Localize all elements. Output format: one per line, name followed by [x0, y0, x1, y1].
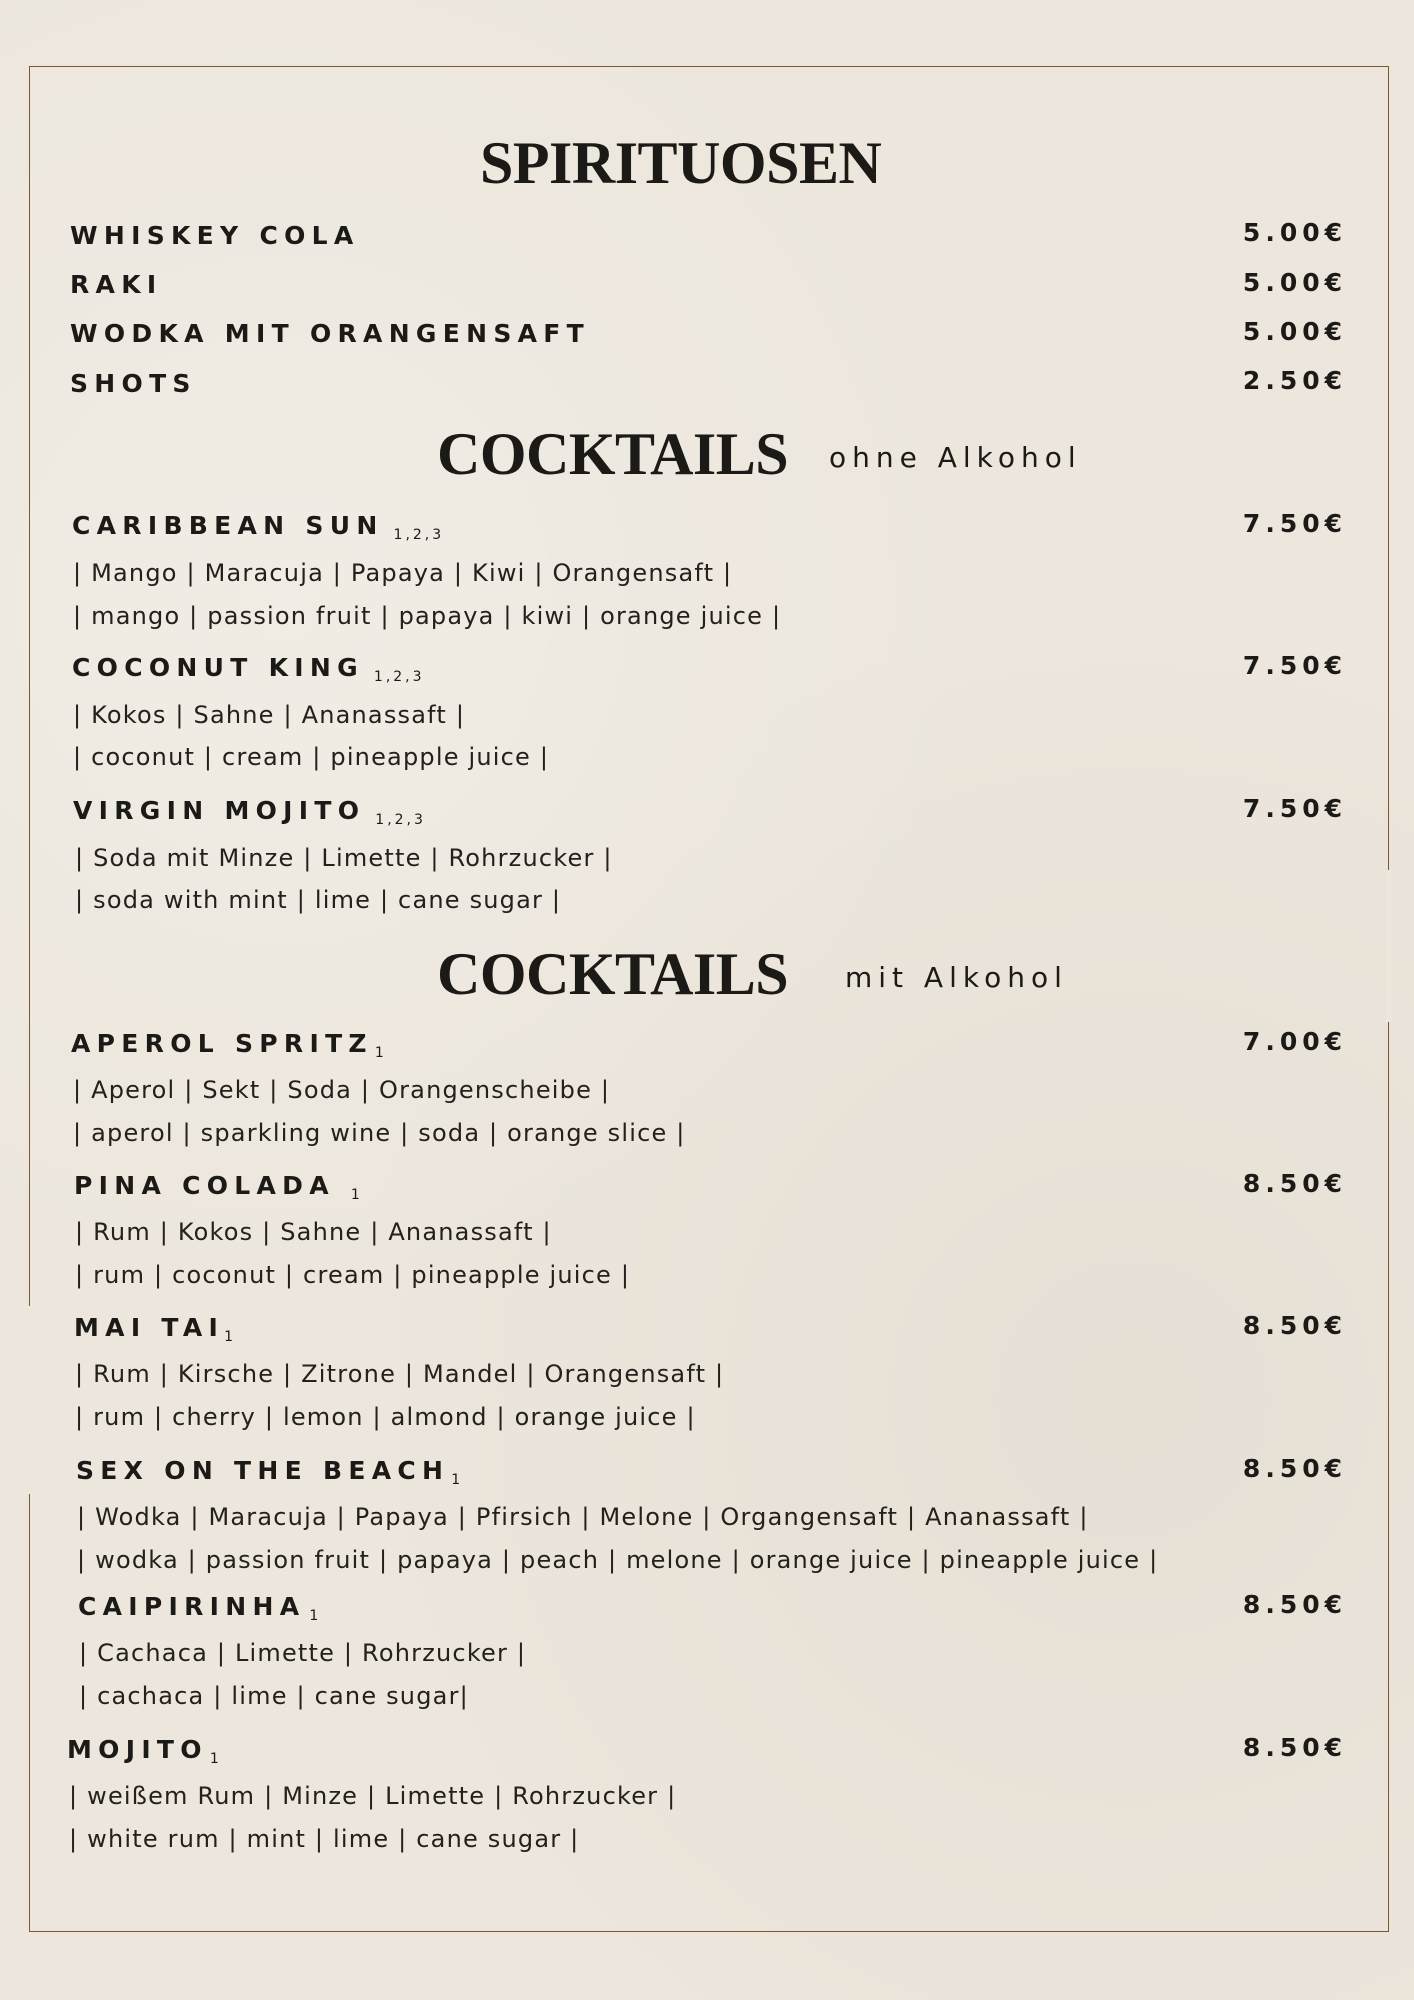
menu-item-name: CAIPIRINHA $_1$	[78, 1592, 322, 1624]
ingredients-en: | cachaca | lime | cane sugar|	[79, 1682, 469, 1710]
frame-gap	[26, 1306, 32, 1494]
allergen-note: 1	[451, 1472, 464, 1488]
menu-item-name: WODKA MIT ORANGENSAFT	[70, 319, 591, 348]
ingredients-en: | rum | cherry | lemon | almond | orange juice |	[75, 1403, 696, 1431]
ingredients-de: | Aperol | Sekt | Soda | Orangenscheibe |	[73, 1076, 611, 1104]
menu-item-price: 2.50€	[1242, 366, 1347, 395]
ingredients-de: | Rum | Kirsche | Zitrone | Mandel | Orangensaft |	[75, 1360, 725, 1388]
menu-item-price: 8.50€	[1242, 1590, 1347, 1619]
menu-item-price: 5.00€	[1242, 218, 1347, 247]
ingredients-en: | wodka | passion fruit | papaya | peach | melone | orange juice | pineapple juice |	[77, 1546, 1159, 1574]
menu-item-name: SHOTS	[70, 369, 197, 398]
section-title-cocktails-mit: COCKTAILS	[437, 941, 789, 1007]
ingredients-en: | coconut | cream | pineapple juice |	[73, 743, 550, 771]
menu-item-name: APEROL SPRITZ $_1$	[71, 1029, 387, 1061]
allergen-note: 1,2,3	[375, 812, 426, 828]
menu-item-price: 7.50€	[1242, 509, 1347, 538]
menu-item-price: 7.00€	[1242, 1027, 1347, 1056]
ingredients-de: | weißem Rum | Minze | Limette | Rohrzucker |	[69, 1782, 677, 1810]
menu-item-price: 7.50€	[1242, 794, 1347, 823]
ingredients-en: | white rum | mint | lime | cane sugar |	[69, 1825, 580, 1853]
section-subtitle-ohne-alkohol: ohne Alkohol	[829, 441, 1082, 474]
section-title-cocktails-ohne: COCKTAILS	[437, 421, 789, 487]
menu-item-name: WHISKEY COLA	[70, 221, 360, 250]
ingredients-en: | aperol | sparkling wine | soda | orange slice |	[73, 1119, 686, 1147]
ingredients-de: | Soda mit Minze | Limette | Rohrzucker |	[75, 844, 613, 872]
ingredients-en: | soda with mint | lime | cane sugar |	[75, 886, 562, 914]
menu-item-name: RAKI	[70, 270, 163, 299]
allergen-note: 1	[350, 1187, 363, 1203]
allergen-note: 1	[309, 1608, 322, 1624]
section-title-spirituosen: SPIRITUOSEN	[480, 130, 882, 196]
menu-item-price: 5.00€	[1242, 268, 1347, 297]
menu-item-price: 8.50€	[1242, 1454, 1347, 1483]
menu-item-name: SEX ON THE BEACH $_1$	[76, 1456, 464, 1488]
allergen-note: 1,2,3	[373, 669, 425, 685]
allergen-note: 1	[209, 1751, 222, 1767]
menu-item-name: CARIBBEAN SUN $_{1,2,3}$	[72, 511, 445, 543]
allergen-note: 1,2,3	[393, 527, 445, 543]
menu-item-price: 7.50€	[1242, 651, 1347, 680]
ingredients-de: | Rum | Kokos | Sahne | Ananassaft |	[75, 1218, 552, 1246]
ingredients-en: | mango | passion fruit | papaya | kiwi | orange juice |	[73, 602, 782, 630]
section-subtitle-mit-alkohol: mit Alkohol	[845, 961, 1068, 994]
menu-item-name: MAI $TAI_1$	[74, 1313, 237, 1345]
frame-gap	[1386, 870, 1392, 1022]
menu-item-price: 8.50€	[1242, 1169, 1347, 1198]
menu-item-price: 5.00€	[1242, 317, 1347, 346]
ingredients-de: | Mango | Maracuja | Papaya | Kiwi | Orangensaft |	[73, 559, 733, 587]
allergen-note: 1	[224, 1329, 237, 1345]
menu-item-name: MOJITO $_1$	[67, 1735, 222, 1767]
menu-item-price: 8.50€	[1242, 1733, 1347, 1762]
menu-item-name: COCONUT KING $_{1,2,3}$	[72, 653, 425, 685]
ingredients-en: | rum | coconut | cream | pineapple juice |	[75, 1261, 631, 1289]
allergen-note: 1	[374, 1045, 387, 1061]
ingredients-de: | Kokos | Sahne | Ananassaft |	[73, 701, 466, 729]
menu-item-name: PINA COLADA $_1$	[74, 1171, 363, 1203]
ingredients-de: | Wodka | Maracuja | Papaya | Pfirsich | Melone | Organgensaft | Ananassaft |	[77, 1503, 1089, 1531]
menu-item-price: 8.50€	[1242, 1311, 1347, 1340]
menu-item-name: VIRGIN MOJITO $_{1,2,3}$	[73, 796, 426, 828]
ingredients-de: | Cachaca | Limette | Rohrzucker |	[79, 1639, 527, 1667]
